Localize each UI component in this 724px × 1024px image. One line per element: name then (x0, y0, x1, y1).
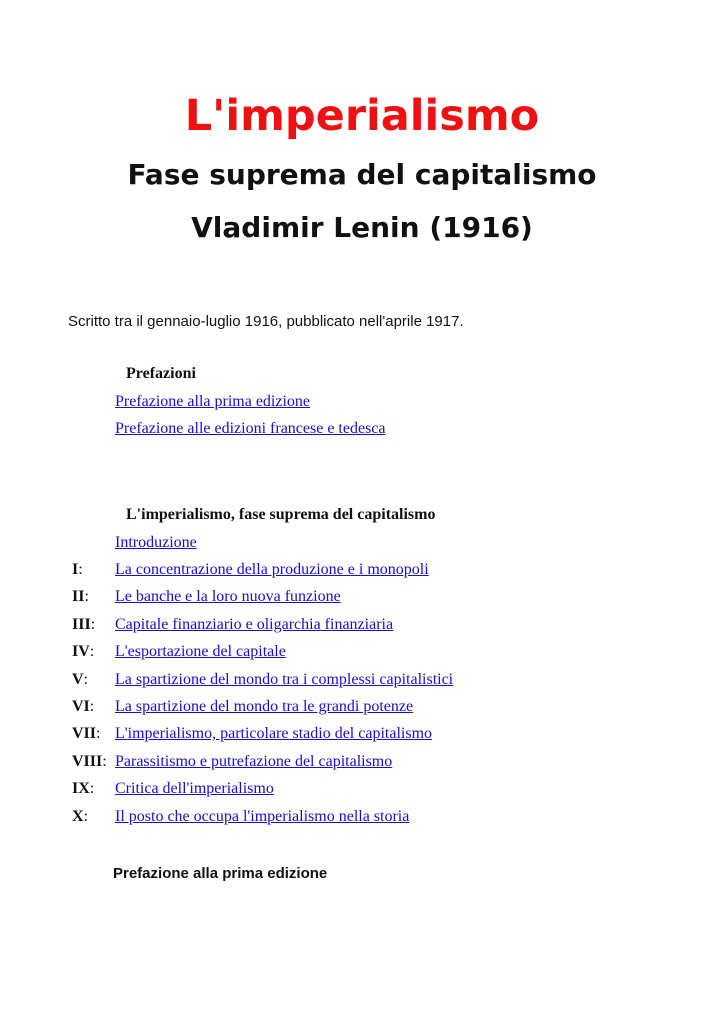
chapter-row (0, 751, 724, 773)
contents-heading: L'imperialismo, fase suprema del capitalismo (126, 506, 436, 523)
chapter-numeral (72, 614, 95, 636)
chapter-numeral-separator: : (90, 616, 96, 633)
chapter-numeral-separator: : (102, 753, 107, 770)
chapter-numeral-separator: : (78, 561, 83, 578)
chapter-row (0, 586, 724, 608)
chapter-link[interactable]: Capitale finanziario e oligarchia finanziaria (115, 616, 394, 633)
chapter-numeral-text: II (72, 588, 85, 605)
chapter-numeral-text: I (72, 561, 79, 578)
chapter-numeral (72, 696, 94, 718)
chapter-numeral-text: III (72, 616, 91, 633)
chapter-numeral-separator: : (96, 725, 101, 742)
chapter-link[interactable]: Il posto che occupa l'imperialismo nella storia (115, 808, 410, 825)
chapter-numeral (72, 723, 100, 745)
preface-row (0, 391, 724, 413)
chapter-row (0, 669, 724, 691)
chapter-link[interactable]: Le banche e la loro nuova funzione (115, 588, 341, 605)
chapter-numeral-separator: : (83, 808, 89, 825)
chapter-link[interactable]: L'esportazione del capitale (115, 643, 286, 660)
chapter-numeral (72, 778, 94, 800)
chapter-numeral (72, 669, 88, 691)
chapter-numeral (72, 806, 88, 828)
preface-row (0, 418, 724, 440)
chapter-link[interactable]: La spartizione del mondo tra i complessi capitalistici (115, 671, 454, 688)
chapter-numeral-text: IV (72, 643, 90, 660)
chapter-row (0, 723, 724, 745)
chapter-row (0, 778, 724, 800)
chapter-link[interactable]: Parassitismo e putrefazione del capitalismo (115, 753, 393, 770)
chapter-row (0, 614, 724, 636)
chapter-row (0, 559, 724, 581)
chapter-numeral (72, 751, 107, 773)
chapter-numeral (72, 559, 83, 581)
chapter-numeral-text: IX (72, 780, 90, 797)
chapter-numeral-separator: : (89, 780, 95, 797)
prefaces-heading: Prefazioni (126, 365, 196, 382)
document-author: Vladimir Lenin (1916) (191, 211, 533, 244)
toc-link-introduction[interactable]: Introduzione (115, 534, 197, 551)
chapter-numeral-separator: : (89, 643, 95, 660)
chapter-numeral-text: VIII (72, 753, 103, 770)
chapter-numeral (72, 641, 94, 663)
chapter-row (0, 696, 724, 718)
chapter-numeral (72, 586, 89, 608)
document-title: L'imperialismo (184, 91, 540, 141)
chapter-numeral-separator: : (83, 671, 89, 688)
chapter-numeral-text: V (72, 671, 84, 688)
toc-row-introduction (0, 532, 724, 554)
next-section-heading: Prefazione alla prima edizione (113, 865, 328, 882)
chapter-row (0, 641, 724, 663)
chapter-numeral-text: VII (72, 725, 97, 742)
chapter-link[interactable]: L'imperialismo, particolare stadio del capitalismo (115, 725, 433, 742)
chapter-numeral-text: VI (72, 698, 90, 715)
chapter-numeral-separator: : (84, 588, 89, 605)
chapter-link[interactable]: La spartizione del mondo tra le grandi potenze (115, 698, 414, 715)
preface-link-first-edition[interactable]: Prefazione alla prima edizione (115, 393, 311, 410)
preface-link-french-german[interactable]: Prefazione alle edizioni francese e tedesca (115, 420, 386, 437)
chapter-numeral-separator: : (89, 698, 95, 715)
chapter-link[interactable]: Critica dell'imperialismo (115, 780, 274, 797)
chapter-row (0, 806, 724, 828)
chapter-link[interactable]: La concentrazione della produzione e i monopoli (115, 561, 429, 578)
chapter-numeral-text: X (72, 808, 84, 825)
publication-note: Scritto tra il gennaio-luglio 1916, pubblicato nell'aprile 1917. (68, 313, 464, 330)
document-subtitle: Fase suprema del capitalismo (127, 158, 597, 191)
